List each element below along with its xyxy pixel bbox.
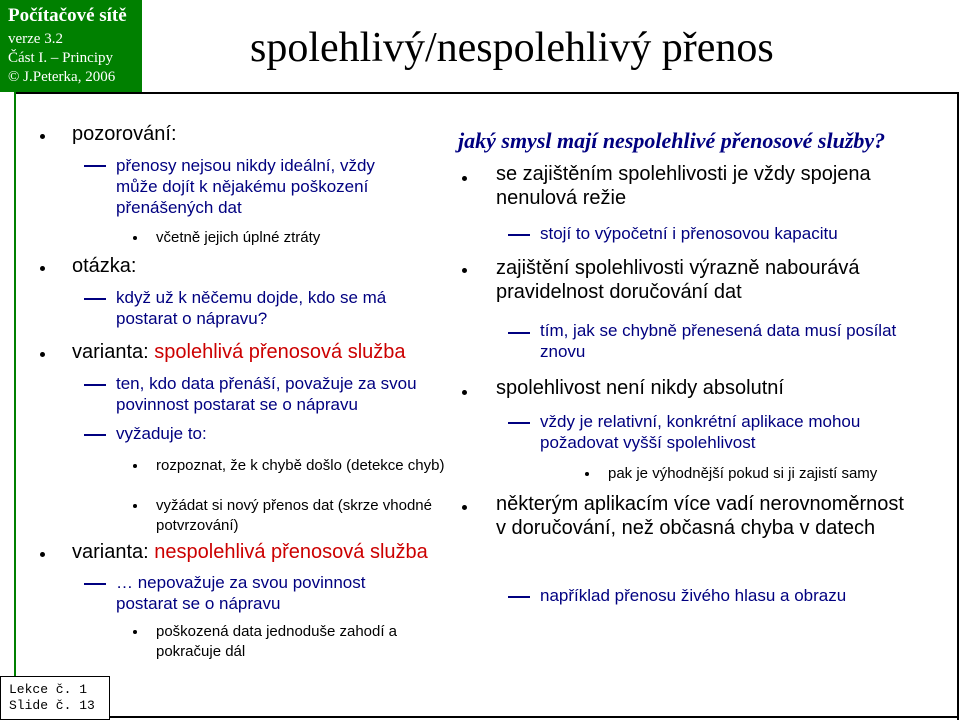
bullet-icon — [133, 464, 137, 468]
right-b3-d1-s1: pak je výhodnější pokud si ji zajistí samy — [608, 465, 878, 482]
course-part: Část I. – Principy — [8, 50, 113, 66]
left-b4-red: nespolehlivá přenosová služba — [154, 541, 428, 563]
lecture-number: Lekce č. 1 — [9, 682, 88, 697]
bullet-icon — [585, 472, 589, 476]
left-b3 — [72, 340, 452, 364]
right-b4-d1: například přenosu živého hlasu a obrazu — [540, 586, 847, 605]
left-b1: pozorování: — [72, 123, 177, 145]
left-rule — [14, 92, 16, 676]
bullet-icon — [462, 505, 467, 510]
right-b1: se zajištěním spolehlivosti je vždy spojena nenulová režie — [496, 163, 871, 209]
right-heading: jaký smysl mají nespolehlivé přenosové služby? — [458, 128, 886, 153]
bullet-icon — [40, 134, 45, 139]
left-b3-d2-s1: rozpoznat, že k chybě došlo (detekce chyb) — [156, 457, 445, 474]
bullet-icon — [133, 504, 137, 508]
bullet-icon — [40, 552, 45, 557]
dash-icon — [508, 332, 530, 334]
left-b4-d1-s1: poškozená data jednoduše zahodí a pokračuje dál — [156, 623, 398, 660]
top-rule — [16, 92, 958, 94]
bullet-icon — [40, 352, 45, 357]
slide-number: Slide č. 13 — [9, 698, 95, 713]
left-b3-red: spolehlivá přenosová služba — [154, 341, 406, 363]
bullet-icon — [462, 390, 467, 395]
left-b3-d2-s2: vyžádat si nový přenos dat (skrze vhodné potvrzování) — [156, 497, 432, 534]
dash-icon — [84, 298, 106, 300]
left-b4-prefix: varianta: — [72, 541, 155, 563]
right-b2-d1: tím, jak se chybně přenesená data musí posílat znovu — [540, 321, 897, 361]
bottom-rule — [110, 716, 959, 718]
dash-icon — [508, 596, 530, 598]
course-version: verze 3.2 — [8, 31, 63, 47]
right-b1-d1: stojí to výpočetní i přenosovou kapacitu — [540, 224, 838, 243]
bullet-icon — [40, 266, 45, 271]
left-b4 — [72, 540, 462, 564]
left-b3-prefix: varianta: — [72, 341, 155, 363]
bullet-icon — [462, 176, 467, 181]
dash-icon — [508, 422, 530, 424]
slide-title: spolehlivý/nespolehlivý přenos — [250, 25, 774, 71]
dash-icon — [84, 384, 106, 386]
left-b1-d1: přenosy nejsou nikdy ideální, vždy může dojít k nějakému poškození přenášených dat — [116, 156, 375, 217]
slide-counter — [0, 676, 110, 720]
course-author: © J.Peterka, 2006 — [8, 69, 116, 85]
right-b2: zajištění spolehlivosti výrazně nabourává pravidelnost doručování dat — [496, 257, 860, 303]
dash-icon — [84, 583, 106, 585]
bullet-icon — [462, 268, 467, 273]
course-title: Počítačové sítě — [8, 5, 127, 26]
left-b1-d1-s1: včetně jejich úplné ztráty — [156, 229, 321, 246]
right-b3-d1: vždy je relativní, konkrétní aplikace mohou požadovat vyšší spolehlivost — [540, 412, 861, 452]
left-b3-d1: ten, kdo data přenáší, považuje za svou povinnost postarat se o nápravu — [116, 374, 417, 414]
bullet-icon — [133, 630, 137, 634]
right-b4: některým aplikacím více vadí nerovnoměrnost v doručování, než občasná chyba v datech — [496, 493, 904, 539]
left-b2-d1: když už k něčemu dojde, kdo se má postarat o nápravu? — [116, 288, 387, 328]
dash-icon — [84, 165, 106, 167]
dash-icon — [84, 434, 106, 436]
left-b2: otázka: — [72, 255, 137, 277]
course-info-box — [0, 0, 142, 92]
right-rule — [957, 92, 959, 720]
bullet-icon — [133, 236, 137, 240]
dash-icon — [508, 234, 530, 236]
left-b4-d1: … nepovažuje za svou povinnost postarat se o nápravu — [116, 573, 366, 613]
right-b3: spolehlivost není nikdy absolutní — [496, 377, 784, 399]
left-b3-d2: vyžaduje to: — [116, 424, 207, 443]
